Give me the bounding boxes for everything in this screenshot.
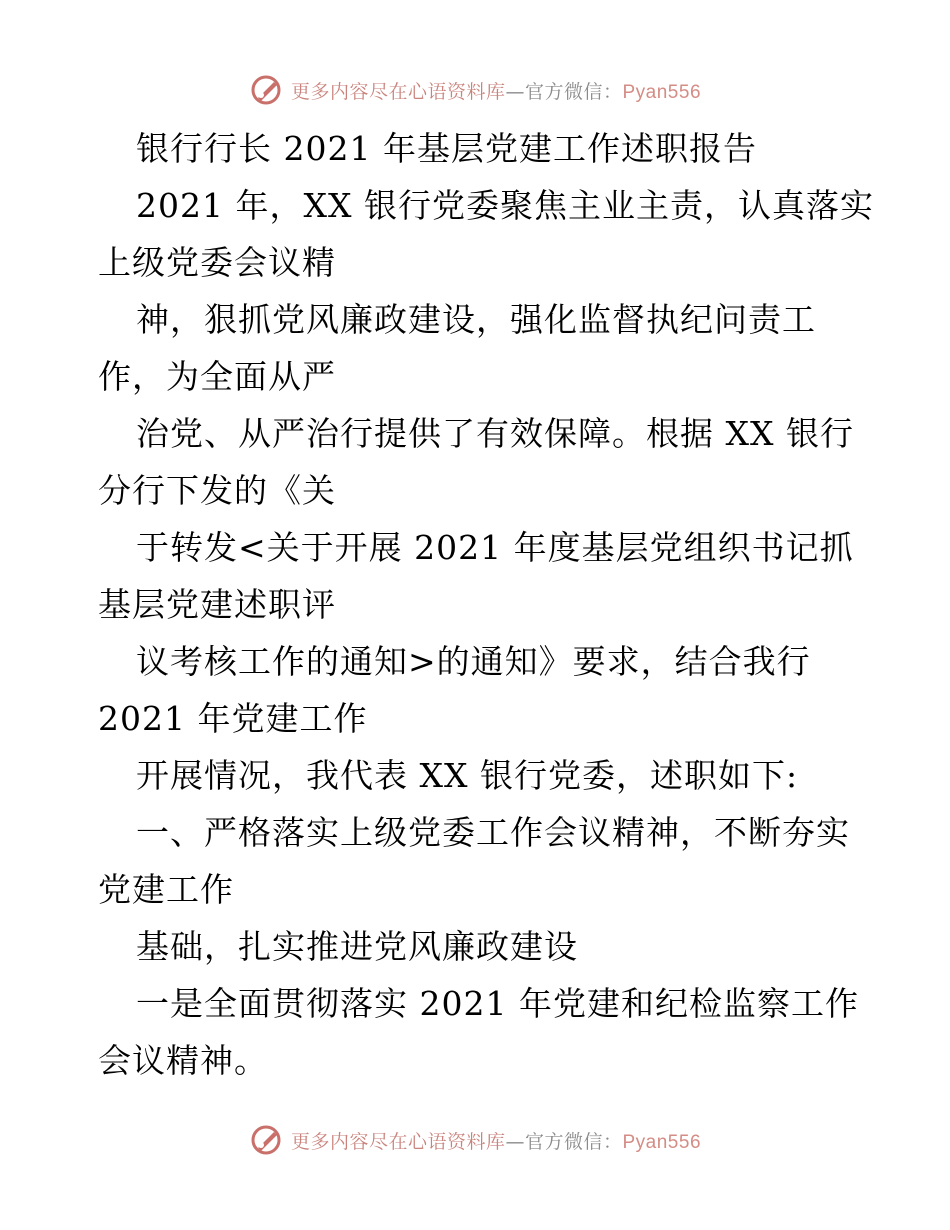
text-line: 作，为全面从严 (98, 357, 336, 396)
watermark-dash: — (505, 80, 525, 103)
text-line: 上级党委会议精 (98, 243, 336, 282)
watermark-footer (0, 1120, 950, 1160)
watermark-brand: 更多内容尽在心语资料库 (290, 80, 506, 103)
watermark-header (0, 70, 950, 110)
watermark-text (291, 77, 701, 104)
watermark-wechat-id: Pyan556 (622, 81, 702, 103)
pen-logo-icon (249, 73, 283, 107)
text-line: 2021 年，XX 银行党委聚焦主业主责，认真落实 (136, 186, 874, 225)
text-line: 一是全面贯彻落实 2021 年党建和纪检监察工作 (136, 984, 859, 1023)
watermark-dash: — (505, 1130, 525, 1153)
text-line: 基层党建述职评 (98, 585, 336, 624)
text-line: 开展情况，我代表 XX 银行党委，述职如下: (136, 756, 799, 795)
text-line: 治党、从严治行提供了有效保障。根据 XX 银行 (136, 414, 854, 453)
text-line: 会议精神。 (98, 1041, 268, 1080)
section-heading: 一、严格落实上级党委工作会议精神，不断夯实 (136, 813, 850, 852)
watermark-wechat-id: Pyan556 (622, 1131, 702, 1153)
section-heading-cont: 党建工作 (98, 870, 234, 909)
watermark-brand: 更多内容尽在心语资料库 (290, 1130, 506, 1153)
pen-logo-icon (249, 1123, 283, 1157)
watermark-text (291, 1127, 701, 1154)
text-line: 于转发<关于开展 2021 年度基层党组织书记抓 (136, 528, 854, 567)
text-line: 分行下发的《关 (98, 471, 336, 510)
text-line: 议考核工作的通知>的通知》要求，结合我行 (136, 642, 811, 681)
text-line: 2021 年党建工作 (98, 699, 368, 738)
text-line: 神，狠抓党风廉政建设，强化监督执纪问责工 (136, 300, 816, 339)
document-title: 银行行长 2021 年基层党建工作述职报告 (136, 129, 757, 168)
section-heading-cont: 基础，扎实推进党风廉政建设 (136, 927, 578, 966)
document-body (98, 120, 874, 1089)
watermark-wechat-label: 官方微信： (524, 1130, 623, 1153)
watermark-wechat-label: 官方微信： (524, 80, 623, 103)
